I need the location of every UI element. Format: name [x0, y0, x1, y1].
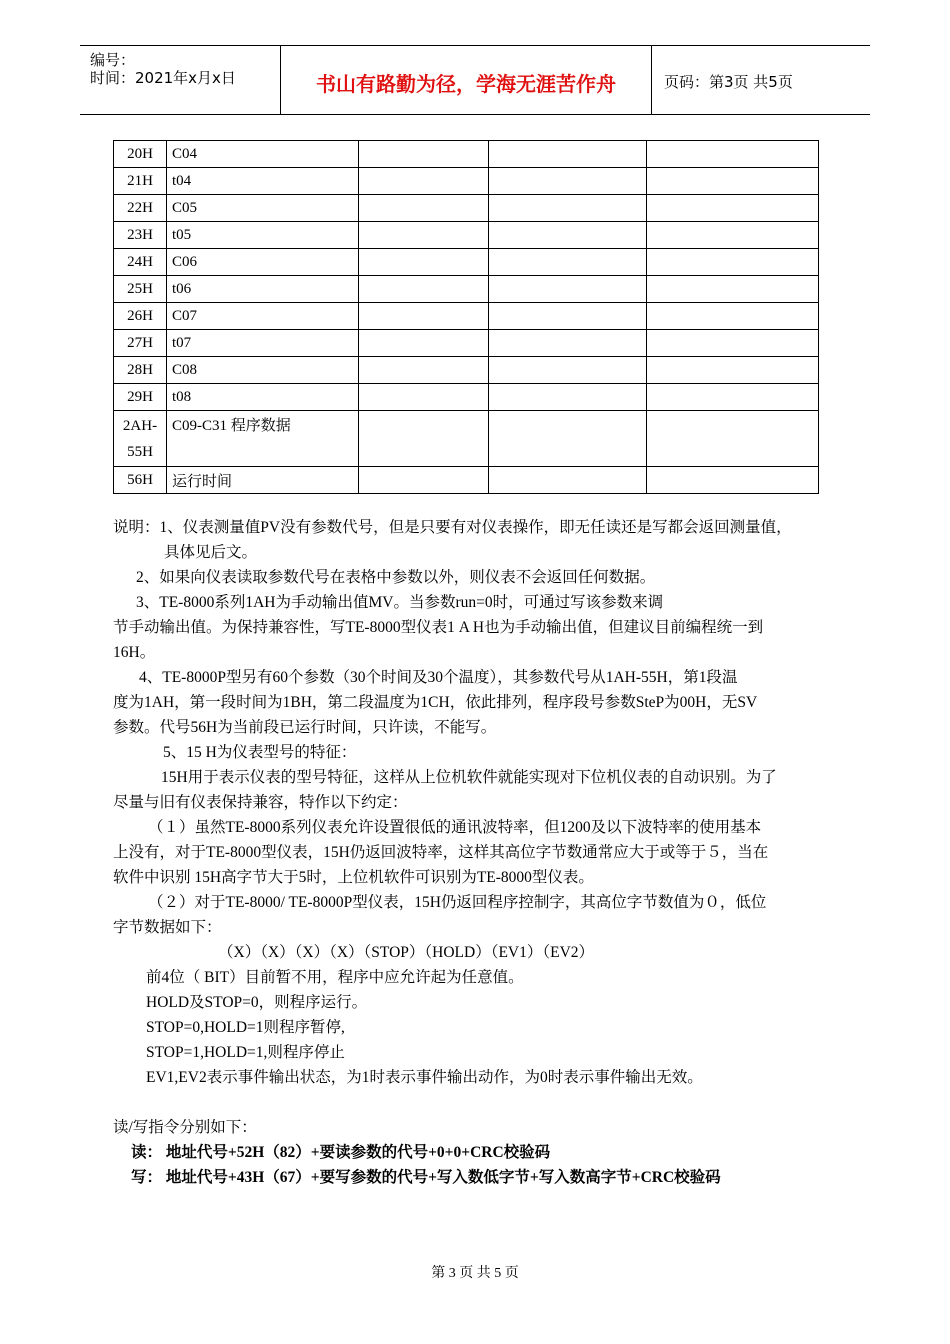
param-code [114, 411, 167, 467]
table-row [114, 330, 819, 357]
param-code-line2: 55H [127, 443, 153, 460]
table-row [114, 303, 819, 330]
table-row [114, 249, 819, 276]
param-name: 运行时间 [167, 467, 359, 494]
bit-note-4: STOP=1,HOLD=1,则程序停止 [146, 1044, 345, 1061]
note-5-body: 15H用于表示仪表的型号特征，这样从上位机软件就能实现对下位机仪表的自动识别。为了 [161, 769, 777, 786]
note-5: 5、15 H为仪表型号的特征： [163, 744, 357, 761]
table-row [114, 168, 819, 195]
motto: 书山有路勤为径，学海无涯苦作舟 [316, 72, 616, 96]
sub-item-2-cont: 字节数据如下： [113, 919, 222, 936]
sub-item-1-cont: 上没有，对于TE-8000型仪表，15H仍返回波特率，这样其高位字节数通常应大于或等于５，当在 [113, 844, 769, 861]
header-motto-cell [281, 46, 652, 114]
param-code: 29H [114, 384, 167, 411]
param-name: C06 [167, 249, 359, 276]
table-row [114, 276, 819, 303]
param-code: 24H [114, 249, 167, 276]
param-code: 22H [114, 195, 167, 222]
note-4: 4、TE-8000P型另有60个参数（30个时间及30个温度），其参数代号从1AH-55H，第1段温 [139, 669, 738, 686]
note-1-cont: 具体见后文。 [164, 544, 258, 561]
note-3-end: 16H。 [113, 644, 156, 661]
bit-note-2: HOLD及STOP=0，则程序运行。 [146, 994, 368, 1011]
table-row [114, 222, 819, 249]
table-row [114, 195, 819, 222]
param-code: 25H [114, 276, 167, 303]
notes-section [113, 515, 838, 1190]
table-row [114, 384, 819, 411]
param-code: 26H [114, 303, 167, 330]
param-code: 27H [114, 330, 167, 357]
param-name: C05 [167, 195, 359, 222]
parameter-table [113, 140, 819, 494]
param-name: t05 [167, 222, 359, 249]
note-3-cont: 节手动输出值。为保持兼容性，写TE-8000型仪表1 A H也为手动输出值，但建议目前编程统一到 [113, 619, 764, 636]
bit-layout: （X）（X）（X）（X）（STOP）（HOLD）（EV1）（EV2） [218, 944, 595, 961]
header-page-info: 页码：第3页 共5页 [664, 73, 793, 91]
param-name: C04 [167, 141, 359, 168]
sub-item-1: （１）虽然TE-8000系列仪表允许设置很低的通讯波特率，但1200及以下波特率的使用基本 [148, 819, 762, 836]
note-4-cont: 度为1AH，第一段时间为1BH，第二段温度为1CH，依此排列，程序段号参数StеP为00H，无SV [113, 694, 758, 711]
bit-note-3: STOP=0,HOLD=1则程序暂停, [146, 1019, 345, 1036]
document-time: 时间：2021年x月x日 [90, 69, 236, 87]
note-4-end: 参数。代号56H为当前段已运行时间，只许读，不能写。 [113, 719, 497, 736]
sub-item-2: （２）对于TE-8000/ TE-8000P型仪表，15H仍返回程序控制字，其高位字节数值为０，低位 [148, 894, 767, 911]
header-info [80, 46, 281, 114]
param-code: 56H [114, 467, 167, 494]
read-command: 读： 地址代号+52H（82）+要读参数的代号+0+0+CRC校验码 [131, 1144, 551, 1161]
param-code: 21H [114, 168, 167, 195]
param-code: 20H [114, 141, 167, 168]
page-footer: 第 3 页 共 5 页 [431, 1266, 519, 1281]
table-row [114, 467, 819, 494]
param-name: t07 [167, 330, 359, 357]
bit-note-1: 前4位（ BIT）目前暂不用，程序中应允许起为任意值。 [146, 969, 524, 986]
param-code: 23H [114, 222, 167, 249]
param-name: t08 [167, 384, 359, 411]
write-command: 写： 地址代号+43H（67）+要写参数的代号+写入数低字节+写入数高字节+CRC校验码 [131, 1169, 721, 1186]
note-5-cont: 尽量与旧有仪表保持兼容，特作以下约定： [113, 794, 408, 811]
table-row [114, 357, 819, 384]
note-3: 3、TE-8000系列1AH为手动输出值MV。当参数run=0时，可通过写该参数来调 [136, 594, 664, 611]
param-name: C07 [167, 303, 359, 330]
param-name: t04 [167, 168, 359, 195]
sub-item-1-end: 软件中识别 15H高字节大于5时，上位机软件可识别为TE-8000型仪表。 [113, 869, 594, 886]
page-header [80, 45, 870, 115]
note-2: 2、如果向仪表读取参数代号在表格中参数以外，则仪表不会返回任何数据。 [136, 569, 656, 586]
param-name: C09-C31 程序数据 [167, 411, 359, 467]
rw-intro: 读/写指令分别如下： [113, 1119, 257, 1136]
document-number-label: 编号： [90, 51, 136, 69]
param-name: t06 [167, 276, 359, 303]
table-row [114, 411, 819, 467]
note-1: 说明：1、仪表测量值PV没有参数代号，但是只要有对仪表操作，即无任读还是写都会返回测量值， [113, 519, 792, 536]
param-name: C08 [167, 357, 359, 384]
param-code: 28H [114, 357, 167, 384]
bit-note-5: EV1,EV2表示事件输出状态，为1时表示事件输出动作，为0时表示事件输出无效。 [146, 1069, 703, 1086]
table-row [114, 141, 819, 168]
param-code-line1: 2AH- [122, 417, 158, 434]
header-page-cell [652, 46, 870, 114]
